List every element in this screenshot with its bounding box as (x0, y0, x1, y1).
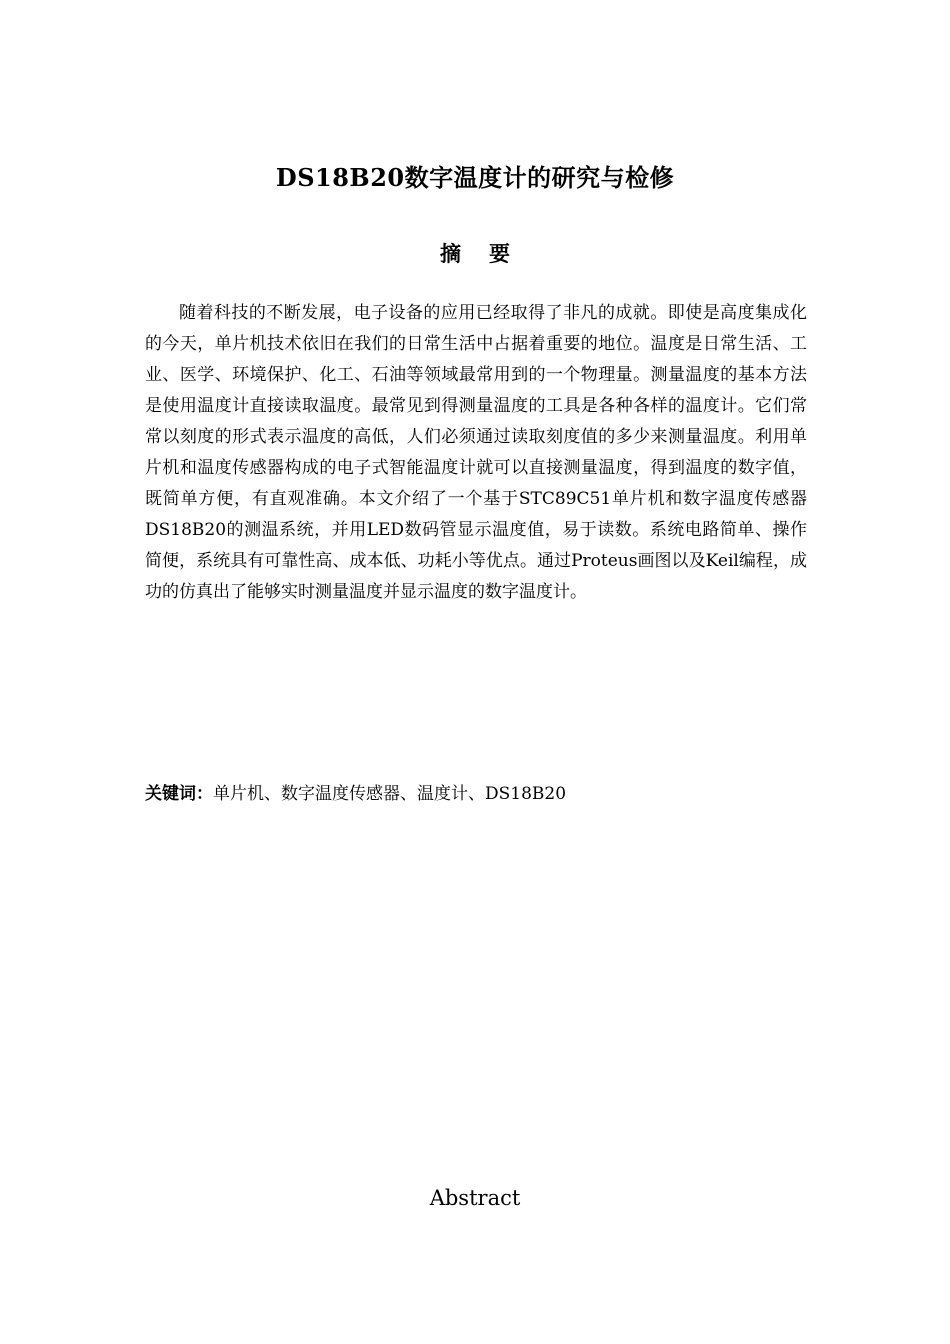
english-abstract-heading: Abstract (429, 1186, 521, 1210)
abstract-heading: 摘要 (440, 241, 538, 266)
keywords-label: 关键词： (145, 784, 213, 804)
document-title: DS18B20数字温度计的研究与检修 (275, 163, 675, 192)
keywords-line (145, 779, 807, 810)
keywords-value: 单片机、数字温度传感器、温度计、DS18B20 (213, 784, 567, 804)
abstract-body: 随着科技的不断发展，电子设备的应用已经取得了非凡的成就。即使是高度集成化的今天，单片机技术依旧在我们的日常生活中占据着重要的地位。温度是日常生活、工业、医学、环境保护、化工、石油等领域最常用到的一个物理量。测量温度的基本方法是使用温度计直接读取温度。最常见到得测量温度的工具是各种各样的温度计。它们常常以刻度的形式表示温度的高低，人们必须通过读取刻度值的多少来测量温度。利用单片机和温度传感器构成的电子式智能温度计就可以直接测量温度，得到温度的数字值，既简单方便，有直观准确。本文介绍了一个基于STC89C51单片机和数字温度传感器DS18B20的测温系统，并用LED数码管显示温度值，易于读数。系统电路简单、操作简便，系统具有可靠性高、成本低、功耗小等优点。通过Proteus画图以及Keil编程，成功的仿真出了能够实时测量温度并显示温度的数字温度计。 (145, 303, 807, 602)
